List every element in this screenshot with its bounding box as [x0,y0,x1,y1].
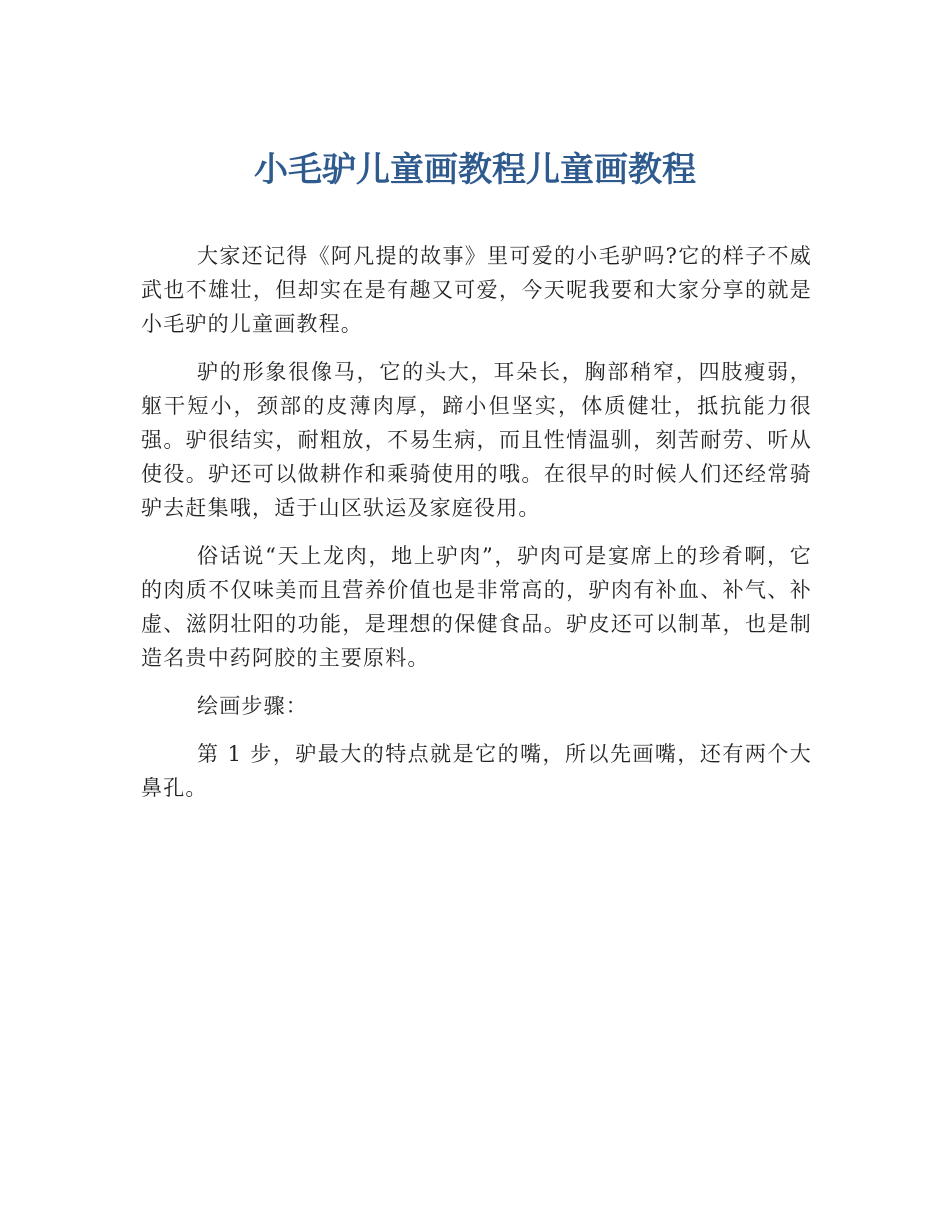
paragraph-donkey-description: 驴的形象很像马，它的头大，耳朵长，胸部稍窄，四肢瘦弱，躯干短小，颈部的皮薄肉厚，蹄小但坚实，体质健壮，抵抗能力很强。驴很结实，耐粗放，不易生病，而且性情温驯，刻苦耐劳、听从使役。驴还可以做耕作和乘骑使用的哦。在很早的时候人们还经常骑驴去赶集哦，适于山区驮运及家庭役用。 [141,360,812,520]
paragraph-step-1: 第 1 步，驴最大的特点就是它的嘴，所以先画嘴，还有两个大鼻孔。 [141,742,812,800]
document-body [141,239,812,819]
paragraph-intro: 大家还记得《阿凡提的故事》里可爱的小毛驴吗?它的样子不威武也不雄壮，但却实在是有趣又可爱，今天呢我要和大家分享的就是小毛驴的儿童画教程。 [141,244,812,336]
paragraph-drawing-steps-heading: 绘画步骤： [197,694,308,718]
page-title: 小毛驴儿童画教程儿童画教程 [254,150,696,190]
paragraph-donkey-meat: 俗话说“天上龙肉，地上驴肉”，驴肉可是宴席上的珍肴啊，它的肉质不仅味美而且营养价值也是非常高的，驴肉有补血、补气、补虚、滋阴壮阳的功能，是理想的保健食品。驴皮还可以制革，也是制造名贵中药阿胶的主要原料。 [141,544,812,670]
